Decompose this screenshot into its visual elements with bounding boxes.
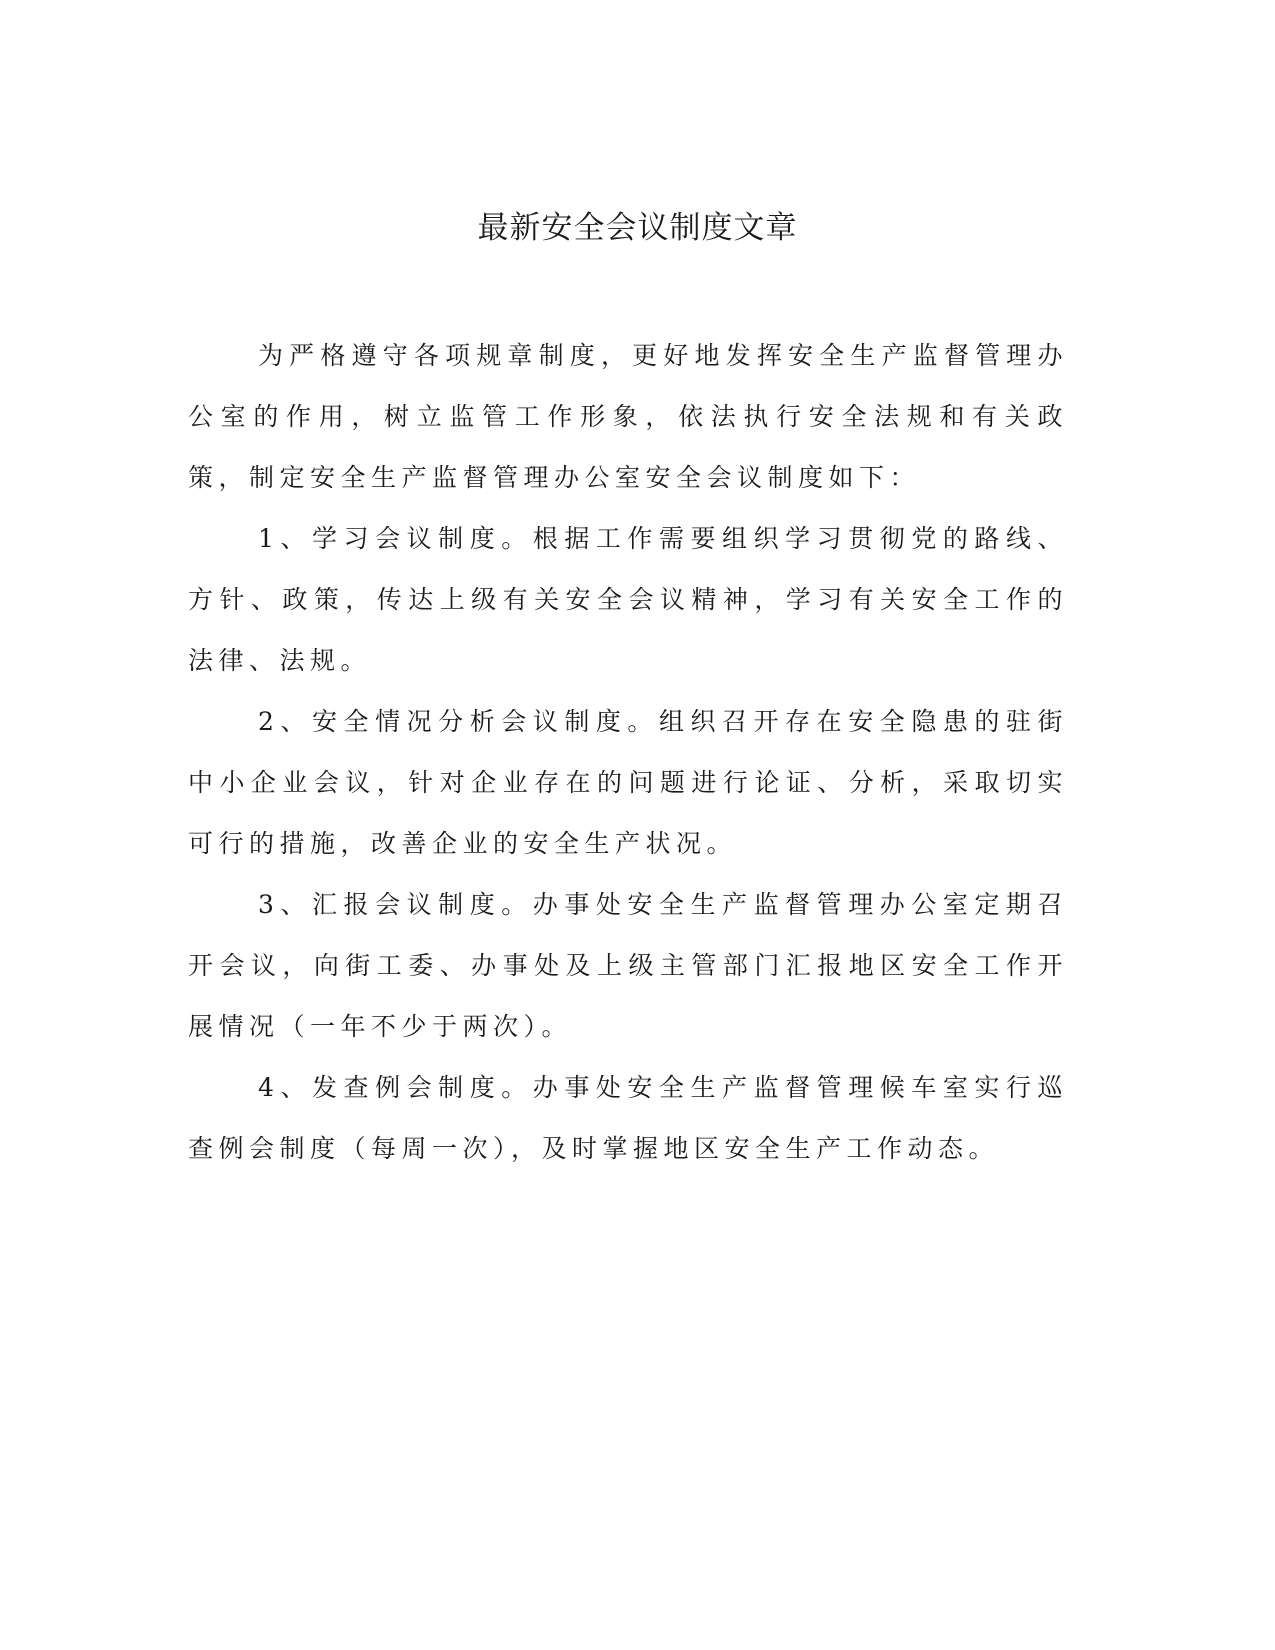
paragraph-item-2: 2、安全情况分析会议制度。组织召开存在安全隐患的驻街中小企业会议，针对企业存在的问题进行论证、分析，采取切实可行的措施，改善企业的安全生产状况。: [188, 707, 1068, 858]
paragraph-item-1: 1、学习会议制度。根据工作需要组织学习贯彻党的路线、方针、政策，传达上级有关安全会议精神，学习有关安全工作的法律、法规。: [188, 524, 1068, 675]
paragraph-intro: 为严格遵守各项规章制度，更好地发挥安全生产监督管理办公室的作用，树立监管工作形象，依法执行安全法规和有关政策，制定安全生产监督管理办公室安全会议制度如下：: [188, 341, 1068, 492]
document-body: [188, 325, 1068, 1179]
paragraph-item-3: 3、汇报会议制度。办事处安全生产监督管理办公室定期召开会议，向街工委、办事处及上级主管部门汇报地区安全工作开展情况（一年不少于两次）。: [188, 890, 1068, 1041]
paragraph-item-4: 4、发查例会制度。办事处安全生产监督管理候车室实行巡查例会制度（每周一次），及时掌握地区安全生产工作动态。: [188, 1073, 1068, 1163]
document-title: 最新安全会议制度文章: [477, 210, 798, 246]
